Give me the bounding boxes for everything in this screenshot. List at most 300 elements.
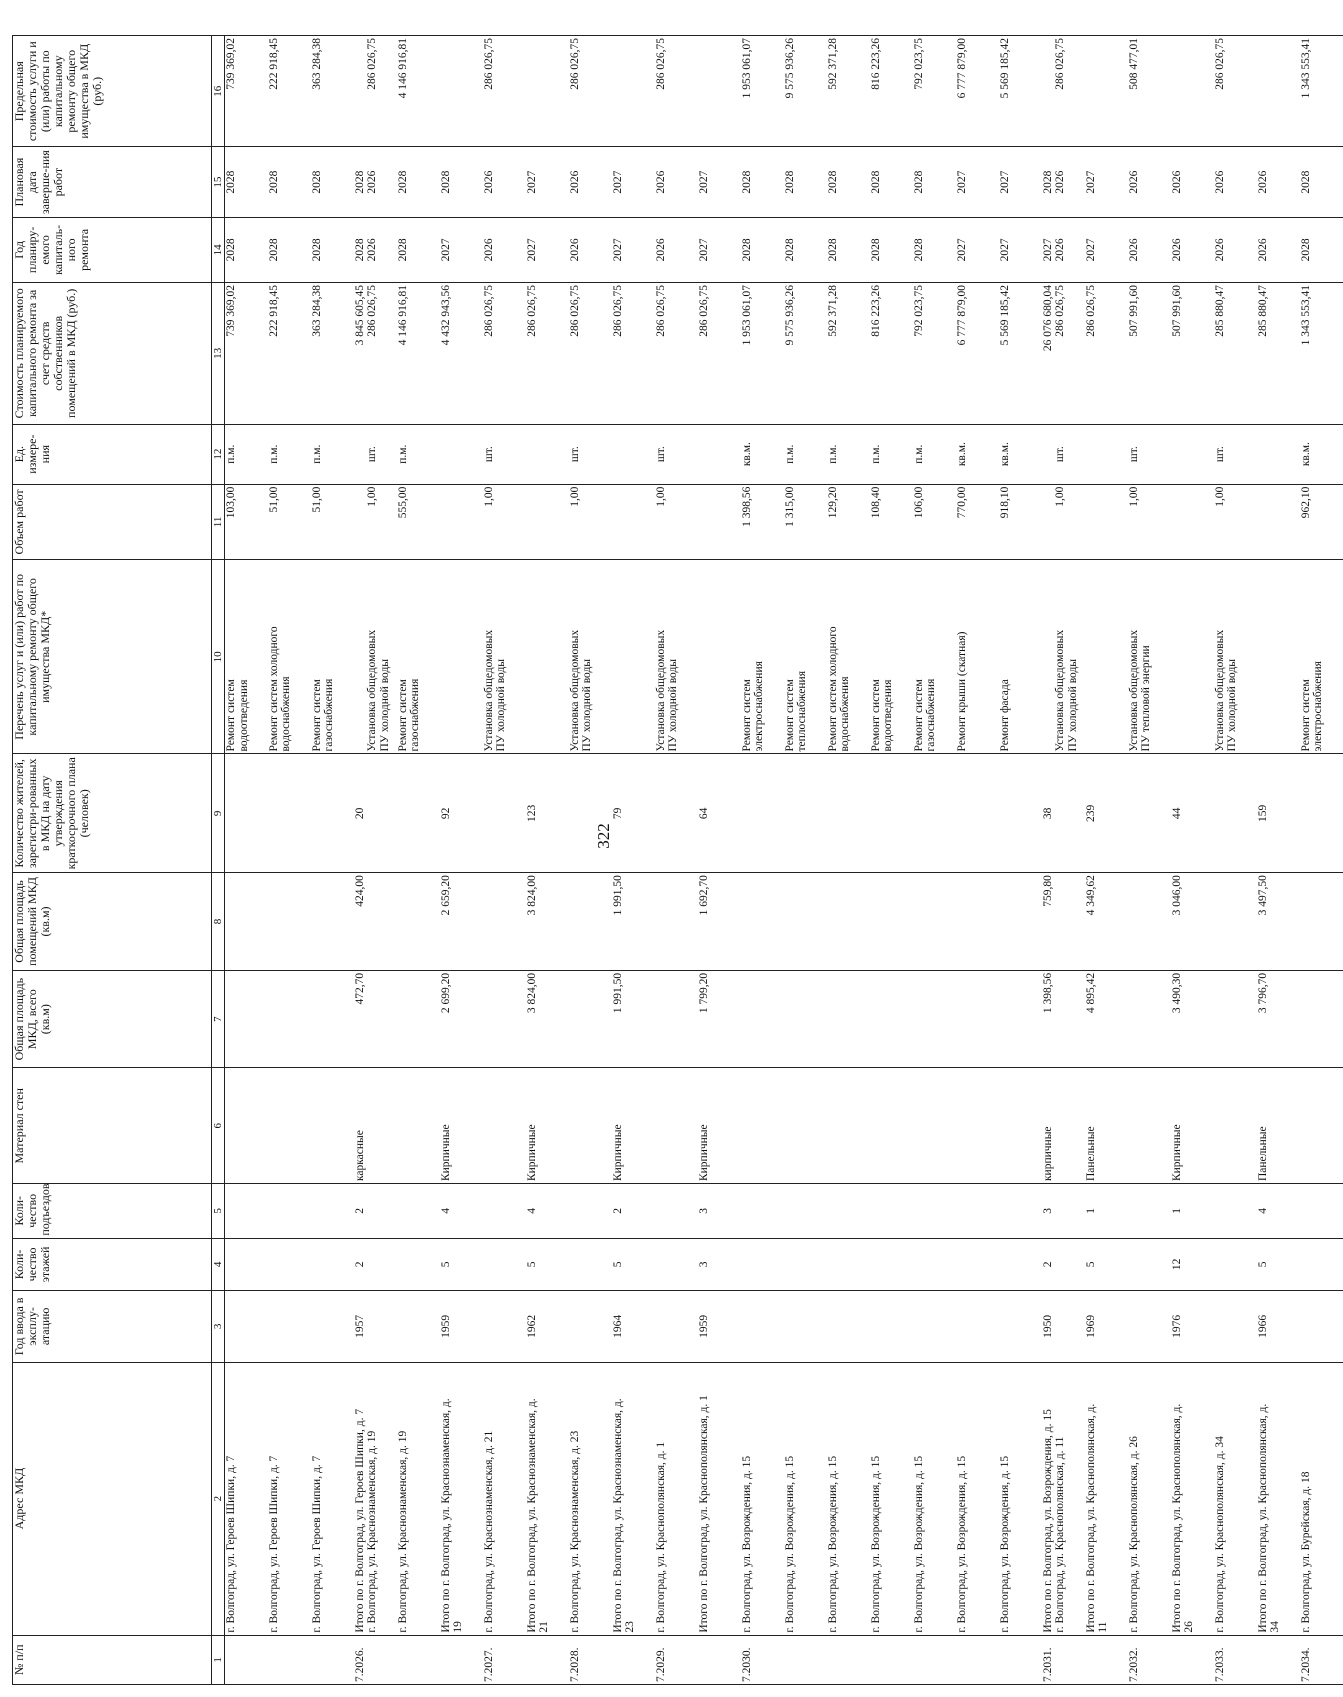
cell-num (870, 1635, 913, 1684)
column-header-2: Адрес МКД (13, 1362, 212, 1635)
cell-year (870, 1291, 913, 1362)
cell-material (784, 1068, 827, 1184)
cell-area-rooms (913, 873, 956, 971)
cell-area-rooms (268, 873, 311, 971)
cell-unit: кв.м. (741, 424, 784, 484)
cell-floors (268, 1238, 311, 1291)
cell-residents (397, 754, 440, 873)
cell-area-rooms (784, 873, 827, 971)
cell-area-rooms: 3 824,00 (526, 873, 569, 971)
cell-cost: 792 023,75 (913, 282, 956, 424)
cell-year: 1959 (698, 1291, 741, 1362)
cell-year: 1964 (612, 1291, 655, 1362)
column-header-7: Общая площадь МКД, всего (кв.м) (13, 970, 212, 1068)
cell-area-rooms (397, 873, 440, 971)
cell-year: 1962 (526, 1291, 569, 1362)
cell-end-date: 2028 (870, 147, 913, 217)
cell-volume: 1,00 (569, 484, 612, 560)
table-row (1214, 36, 1257, 1685)
cell-end-date: 2027 (1085, 147, 1128, 217)
cell-address: г. Волгоград, ул. Возрождения, д. 15 (913, 1362, 956, 1635)
cell-num (440, 1635, 483, 1684)
cell-unit: шт. (1042, 424, 1085, 484)
cell-floors: 5 (1085, 1238, 1128, 1291)
column-number-row (212, 36, 225, 1685)
cell-volume: 962,10 (1300, 484, 1343, 560)
cell-works: Ремонт систем газоснабжения (913, 560, 956, 754)
cell-residents (311, 754, 354, 873)
cell-max-cost (526, 36, 569, 147)
cell-unit: шт. (1128, 424, 1171, 484)
cell-entrances: 2 (354, 1184, 397, 1239)
cell-floors (483, 1238, 526, 1291)
cell-area-total (913, 970, 956, 1068)
cell-works: Установка общедомовых ПУ холодной воды (483, 560, 526, 754)
cell-end-date: 2028 (311, 147, 354, 217)
cell-num: 7.2032. (1128, 1635, 1171, 1684)
cell-entrances (397, 1184, 440, 1239)
cell-entrances: 2 (612, 1184, 655, 1239)
table-row (1257, 36, 1300, 1685)
cell-cost: 507 991,60 (1128, 282, 1171, 424)
cell-unit: шт. (1214, 424, 1257, 484)
cell-max-cost (612, 36, 655, 147)
cell-floors: 5 (440, 1238, 483, 1291)
cell-address: г. Волгоград, ул. Краснополянская, д. 1 (655, 1362, 698, 1635)
cell-num (1085, 1635, 1128, 1684)
cell-material (268, 1068, 311, 1184)
column-header-13: Стоимость планируемого капитального ремонта за счет средств собственников помещений в МКД (руб.) (13, 282, 212, 424)
cell-material: Панельные (1257, 1068, 1300, 1184)
table-body (225, 36, 1343, 1685)
column-number-16: 16 (212, 36, 225, 147)
cell-year (311, 1291, 354, 1362)
cell-works: Ремонт систем теплоснабжения (784, 560, 827, 754)
cell-year (268, 1291, 311, 1362)
cell-end-date: 2028 (225, 147, 268, 217)
cell-entrances (655, 1184, 698, 1239)
cell-material (827, 1068, 870, 1184)
cell-area-rooms (569, 873, 612, 971)
cell-cost: 507 991,60 (1171, 282, 1214, 424)
cell-unit (440, 424, 483, 484)
cell-floors (225, 1238, 268, 1291)
cell-area-rooms (999, 873, 1042, 971)
table-row (1042, 36, 1085, 1685)
cell-plan-year: 2027 (999, 217, 1042, 282)
cell-residents: 92 (440, 754, 483, 873)
cell-floors (741, 1238, 784, 1291)
cell-material: кирпичные (1042, 1068, 1085, 1184)
cell-area-rooms (311, 873, 354, 971)
cell-area-rooms (1214, 873, 1257, 971)
cell-residents (999, 754, 1042, 873)
cell-floors (827, 1238, 870, 1291)
cell-address: г. Волгоград, ул. Краснознаменская, д. 23 (569, 1362, 612, 1635)
cell-area-total (1128, 970, 1171, 1068)
cell-year (913, 1291, 956, 1362)
table-row (483, 36, 526, 1685)
cell-unit: п.м. (311, 424, 354, 484)
cell-end-date: 2028 (913, 147, 956, 217)
cell-cost: 6 777 879,00 (956, 282, 999, 424)
cell-end-date: 2026 (655, 147, 698, 217)
cell-entrances (956, 1184, 999, 1239)
cell-material: Панельные (1085, 1068, 1128, 1184)
cell-address: г. Волгоград, ул. Возрождения, д. 15 (827, 1362, 870, 1635)
cell-works: Ремонт систем электроснабжения (1300, 560, 1343, 754)
cell-end-date: 2026 (1128, 147, 1171, 217)
cell-volume: 1 315,00 (784, 484, 827, 560)
cell-works: Установка общедомовых ПУ холодной воды (354, 560, 397, 754)
column-header-10: Перечень услуг и (или) работ по капитальному ремонту общего имущества МКД* (13, 560, 212, 754)
table-row (526, 36, 569, 1685)
cell-area-rooms: 2 659,20 (440, 873, 483, 971)
cell-volume: 103,00 (225, 484, 268, 560)
cell-cost: 285 880,47 (1257, 282, 1300, 424)
cell-end-date: 2028 2026 (1042, 147, 1085, 217)
cell-end-date: 2026 (569, 147, 612, 217)
cell-area-rooms: 3 497,50 (1257, 873, 1300, 971)
cell-entrances (741, 1184, 784, 1239)
table-row (1300, 36, 1343, 1685)
cell-num (612, 1635, 655, 1684)
cell-residents: 38 (1042, 754, 1085, 873)
cell-area-total: 1 991,50 (612, 970, 655, 1068)
table-row (741, 36, 784, 1685)
cell-material (1214, 1068, 1257, 1184)
cell-num (311, 1635, 354, 1684)
table-row (999, 36, 1042, 1685)
cell-unit (1085, 424, 1128, 484)
cell-address: г. Волгоград, ул. Героев Шипки, д. 7 (311, 1362, 354, 1635)
cell-residents (784, 754, 827, 873)
cell-plan-year: 2028 2026 (354, 217, 397, 282)
cell-unit: шт. (483, 424, 526, 484)
column-number-8: 8 (212, 873, 225, 971)
cell-residents (956, 754, 999, 873)
cell-residents (1214, 754, 1257, 873)
cell-year: 1976 (1171, 1291, 1214, 1362)
cell-max-cost (1171, 36, 1214, 147)
table-row (268, 36, 311, 1685)
cell-area-total: 4 895,42 (1085, 970, 1128, 1068)
cell-residents (827, 754, 870, 873)
cell-residents (655, 754, 698, 873)
table-row (397, 36, 440, 1685)
table-row (225, 36, 268, 1685)
cell-entrances: 3 (698, 1184, 741, 1239)
cell-residents (268, 754, 311, 873)
cell-floors: 2 (354, 1238, 397, 1291)
cell-floors: 2 (1042, 1238, 1085, 1291)
cell-floors (655, 1238, 698, 1291)
cell-material (913, 1068, 956, 1184)
cell-plan-year: 2026 (569, 217, 612, 282)
cell-end-date: 2026 (1171, 147, 1214, 217)
cell-address: г. Волгоград, ул. Возрождения, д. 15 (999, 1362, 1042, 1635)
cell-entrances (569, 1184, 612, 1239)
cell-volume: 770,00 (956, 484, 999, 560)
cell-residents (870, 754, 913, 873)
cell-volume: 1 398,56 (741, 484, 784, 560)
cell-num (913, 1635, 956, 1684)
capital-repair-table (12, 35, 1343, 1685)
cell-entrances (784, 1184, 827, 1239)
cell-address: Итого по г. Волгоград, ул. Краснополянская, д. 11 (1085, 1362, 1128, 1635)
cell-residents (225, 754, 268, 873)
cell-area-rooms: 1 692,70 (698, 873, 741, 971)
cell-volume: 1,00 (1214, 484, 1257, 560)
cell-plan-year: 2028 (1300, 217, 1343, 282)
cell-volume (1257, 484, 1300, 560)
cell-max-cost: 222 918,45 (268, 36, 311, 147)
cell-volume (612, 484, 655, 560)
cell-material (311, 1068, 354, 1184)
cell-plan-year: 2028 (827, 217, 870, 282)
cell-address: г. Волгоград, ул. Героев Шипки, д. 7 (268, 1362, 311, 1635)
column-header-5: Коли-чество подъездов (13, 1184, 212, 1239)
table-row (655, 36, 698, 1685)
cell-residents: 64 (698, 754, 741, 873)
column-number-7: 7 (212, 970, 225, 1068)
cell-plan-year: 2027 (698, 217, 741, 282)
cell-material (956, 1068, 999, 1184)
cell-num: 7.2033. (1214, 1635, 1257, 1684)
cell-address: г. Волгоград, ул. Возрождения, д. 15 (741, 1362, 784, 1635)
cell-area-total (483, 970, 526, 1068)
cell-material (999, 1068, 1042, 1184)
cell-plan-year: 2028 (913, 217, 956, 282)
cell-num: 7.2028. (569, 1635, 612, 1684)
table-row (1171, 36, 1214, 1685)
cell-area-total (569, 970, 612, 1068)
cell-volume: 1,00 (1042, 484, 1085, 560)
cell-volume: 555,00 (397, 484, 440, 560)
cell-floors (311, 1238, 354, 1291)
cell-floors (1214, 1238, 1257, 1291)
cell-cost: 286 026,75 (569, 282, 612, 424)
cell-unit: кв.м. (999, 424, 1042, 484)
table-row (569, 36, 612, 1685)
cell-num: 7.2031. (1042, 1635, 1085, 1684)
cell-end-date: 2027 (612, 147, 655, 217)
table-row (784, 36, 827, 1685)
column-number-5: 5 (212, 1184, 225, 1239)
cell-end-date: 2028 (397, 147, 440, 217)
cell-residents: 79 (612, 754, 655, 873)
cell-cost: 5 569 185,42 (999, 282, 1042, 424)
cell-unit (1257, 424, 1300, 484)
cell-area-total: 1 398,56 (1042, 970, 1085, 1068)
cell-floors (870, 1238, 913, 1291)
cell-material: Кирпичные (1171, 1068, 1214, 1184)
cell-year (956, 1291, 999, 1362)
cell-floors: 5 (612, 1238, 655, 1291)
cell-entrances (1214, 1184, 1257, 1239)
cell-unit: п.м. (827, 424, 870, 484)
cell-address: г. Волгоград, ул. Героев Шипки, д. 7 (225, 1362, 268, 1635)
cell-works: Ремонт систем водоотведения (225, 560, 268, 754)
cell-area-total: 3 796,70 (1257, 970, 1300, 1068)
cell-entrances: 4 (1257, 1184, 1300, 1239)
cell-end-date: 2027 (698, 147, 741, 217)
cell-unit (612, 424, 655, 484)
cell-unit: кв.м. (956, 424, 999, 484)
cell-floors (999, 1238, 1042, 1291)
cell-end-date: 2028 (784, 147, 827, 217)
cell-residents: 20 (354, 754, 397, 873)
cell-max-cost (1257, 36, 1300, 147)
cell-unit: п.м. (225, 424, 268, 484)
cell-cost: 363 284,38 (311, 282, 354, 424)
cell-year (741, 1291, 784, 1362)
cell-max-cost: 1 343 553,41 (1300, 36, 1343, 147)
cell-entrances (913, 1184, 956, 1239)
cell-entrances: 3 (1042, 1184, 1085, 1239)
cell-material (569, 1068, 612, 1184)
cell-entrances (870, 1184, 913, 1239)
cell-num (956, 1635, 999, 1684)
cell-floors (956, 1238, 999, 1291)
cell-unit: п.м. (268, 424, 311, 484)
cell-cost: 3 845 605,45 286 026,75 (354, 282, 397, 424)
cell-floors (1128, 1238, 1171, 1291)
cell-max-cost: 286 026,75 (569, 36, 612, 147)
cell-address: Итого по г. Волгоград, ул. Краснознаменская, д. 23 (612, 1362, 655, 1635)
cell-plan-year: 2028 (225, 217, 268, 282)
cell-material (1300, 1068, 1343, 1184)
cell-volume: 918,10 (999, 484, 1042, 560)
cell-residents: 123 (526, 754, 569, 873)
cell-max-cost: 816 223,26 (870, 36, 913, 147)
cell-area-total (1214, 970, 1257, 1068)
cell-max-cost: 9 575 936,26 (784, 36, 827, 147)
cell-end-date: 2028 (1300, 147, 1343, 217)
cell-entrances: 4 (440, 1184, 483, 1239)
cell-area-total (225, 970, 268, 1068)
cell-max-cost: 286 026,75 (1042, 36, 1085, 147)
cell-num: 7.2026. (354, 1635, 397, 1684)
cell-max-cost: 739 369,02 (225, 36, 268, 147)
cell-unit: п.м. (784, 424, 827, 484)
cell-cost: 285 880,47 (1214, 282, 1257, 424)
cell-plan-year: 2027 (440, 217, 483, 282)
cell-end-date: 2028 (268, 147, 311, 217)
cell-plan-year: 2026 (483, 217, 526, 282)
cell-end-date: 2028 (741, 147, 784, 217)
cell-volume: 108,40 (870, 484, 913, 560)
cell-cost: 286 026,75 (698, 282, 741, 424)
cell-plan-year: 2026 (655, 217, 698, 282)
cell-volume: 1,00 (655, 484, 698, 560)
cell-floors (397, 1238, 440, 1291)
cell-address: Итого по г. Волгоград, ул. Краснознаменская, д. 19 (440, 1362, 483, 1635)
cell-end-date: 2028 2026 (354, 147, 397, 217)
cell-num: 7.2027. (483, 1635, 526, 1684)
cell-entrances (1128, 1184, 1171, 1239)
cell-unit: кв.м. (1300, 424, 1343, 484)
cell-floors: 12 (1171, 1238, 1214, 1291)
cell-residents (741, 754, 784, 873)
cell-works (1085, 560, 1128, 754)
cell-area-rooms (741, 873, 784, 971)
cell-volume: 106,00 (913, 484, 956, 560)
cell-address: г. Волгоград, ул. Бурейская, д. 18 (1300, 1362, 1343, 1635)
cell-works: Установка общедомовых ПУ холодной воды (655, 560, 698, 754)
column-header-1: № п/п (13, 1635, 212, 1684)
cell-num: 7.2030. (741, 1635, 784, 1684)
cell-cost: 739 369,02 (225, 282, 268, 424)
cell-num (827, 1635, 870, 1684)
column-number-9: 9 (212, 754, 225, 873)
cell-end-date: 2026 (1257, 147, 1300, 217)
cell-cost: 592 371,28 (827, 282, 870, 424)
cell-max-cost: 592 371,28 (827, 36, 870, 147)
table-row (612, 36, 655, 1685)
cell-entrances: 1 (1171, 1184, 1214, 1239)
table-row (870, 36, 913, 1685)
cell-works: Ремонт крыши (скатная) (956, 560, 999, 754)
cell-num (1171, 1635, 1214, 1684)
cell-unit: шт. (569, 424, 612, 484)
cell-unit: п.м. (870, 424, 913, 484)
cell-max-cost (1085, 36, 1128, 147)
cell-num (225, 1635, 268, 1684)
cell-material (741, 1068, 784, 1184)
cell-area-rooms (870, 873, 913, 971)
cell-plan-year: 2027 (1085, 217, 1128, 282)
cell-floors (1300, 1238, 1343, 1291)
cell-max-cost: 5 569 185,42 (999, 36, 1042, 147)
cell-entrances (225, 1184, 268, 1239)
cell-year (1214, 1291, 1257, 1362)
cell-unit: шт. (655, 424, 698, 484)
cell-volume: 51,00 (268, 484, 311, 560)
cell-area-total (956, 970, 999, 1068)
cell-max-cost (698, 36, 741, 147)
cell-area-rooms (225, 873, 268, 971)
cell-num (698, 1635, 741, 1684)
column-header-16: Предельная стоимость услуги и (или) работы по капитальному ремонту общего имущества в МКД (руб.) (13, 36, 212, 147)
cell-cost: 222 918,45 (268, 282, 311, 424)
cell-plan-year: 2028 (741, 217, 784, 282)
cell-area-rooms: 759,80 (1042, 873, 1085, 971)
cell-unit (526, 424, 569, 484)
cell-address: Итого по г. Волгоград, ул. Краснознаменская, д. 21 (526, 1362, 569, 1635)
cell-area-total (827, 970, 870, 1068)
column-header-4: Коли-чество этажей (13, 1238, 212, 1291)
cell-cost: 286 026,75 (1085, 282, 1128, 424)
cell-area-total (397, 970, 440, 1068)
cell-cost: 4 432 943,56 (440, 282, 483, 424)
cell-works: Ремонт систем газоснабжения (397, 560, 440, 754)
cell-num (397, 1635, 440, 1684)
cell-volume (440, 484, 483, 560)
cell-plan-year: 2027 (956, 217, 999, 282)
column-header-3: Год ввода в эксплу-атацию (13, 1291, 212, 1362)
cell-year (655, 1291, 698, 1362)
cell-area-rooms: 3 046,00 (1171, 873, 1214, 971)
cell-cost: 286 026,75 (526, 282, 569, 424)
cell-material: каркасные (354, 1068, 397, 1184)
cell-cost: 286 026,75 (483, 282, 526, 424)
cell-works: Установка общедомовых ПУ холодной воды (1042, 560, 1085, 754)
column-header-9: Количество жителей, зарегистри-рованных в МКД на дату утверждения краткосрочного плана (человек) (13, 754, 212, 873)
column-header-14: Год планиру-емого капиталь-ного ремонта (13, 217, 212, 282)
cell-material: Кирпичные (698, 1068, 741, 1184)
cell-max-cost: 1 953 061,07 (741, 36, 784, 147)
